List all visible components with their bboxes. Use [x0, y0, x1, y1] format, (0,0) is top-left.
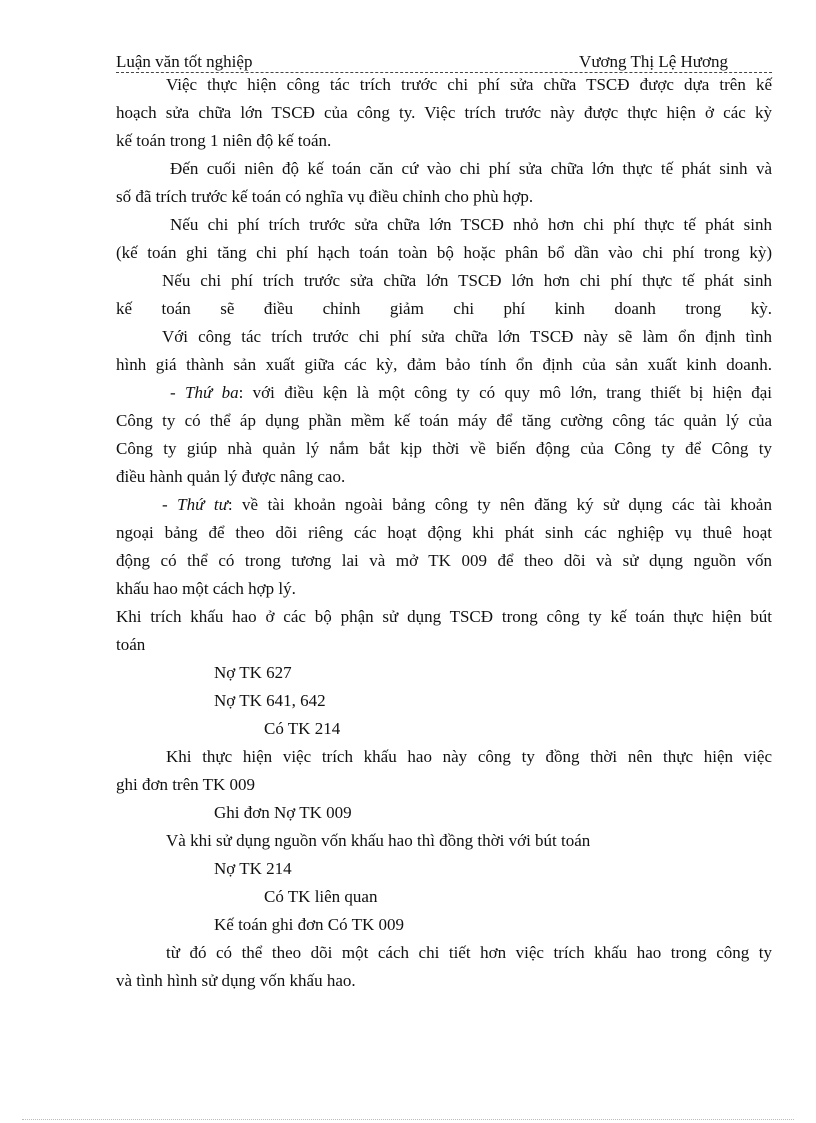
text-line: Khi thực hiện việc trích khấu hao này công ty đồng thời nên thực hiện việc: [166, 747, 772, 766]
page-header: [116, 50, 772, 73]
journal-entry: Có TK 214: [264, 719, 341, 738]
text-line: Và khi sử dụng nguồn vốn khấu hao thì đồng thời với bút toán: [166, 831, 591, 850]
text-line: khấu hao một cách hợp lý.: [116, 579, 296, 598]
text-line: Công ty giúp nhà quản lý nắm bắt kịp thời về biến động của Công ty để Công ty: [116, 439, 772, 458]
text-line: toán: [116, 635, 146, 654]
text-line: Nếu chi phí trích trước sửa chữa lớn TSCĐ lớn hơn chi phí thực tế phát sinh: [162, 271, 772, 290]
list-dash: -: [170, 383, 186, 402]
list-dash: -: [162, 495, 178, 514]
text-line: từ đó có thể theo dõi một cách chi tiết hơn việc trích khấu hao trong công ty: [166, 943, 772, 962]
text-line: kế toán trong 1 niên độ kế toán.: [116, 131, 332, 150]
item-label: Thứ tư: [177, 495, 228, 514]
text-line: Công ty có thể áp dụng phần mềm kế toán máy để tăng cường công tác quản lý của: [116, 411, 772, 430]
text-line: điều hành quản lý được nâng cao.: [116, 467, 346, 486]
text-line: ngoại bảng để theo dõi riêng các hoạt động khi phát sinh các nghiệp vụ thuê hoạt: [116, 523, 772, 542]
text-line: hoạch sửa chữa lớn TSCĐ của công ty. Việc trích trước này được thực hiện ở các kỳ: [116, 103, 772, 122]
page-footer-divider: [22, 1119, 794, 1120]
text-line: Nếu chi phí trích trước sửa chữa lớn TSCĐ nhỏ hơn chi phí thực tế phát sinh: [170, 215, 772, 234]
text-line: ghi đơn trên TK 009: [116, 775, 255, 794]
header-author: Vương Thị Lệ Hương: [579, 52, 728, 71]
journal-entry: Ghi đơn Nợ TK 009: [214, 803, 352, 822]
text-line: động có thể có trong tương lai và mở TK 009 để theo dõi và sử dụng nguồn vốn: [116, 551, 772, 570]
text-line: hình giá thành sản xuất giữa các kỳ, đảm bảo tính ổn định của sản xuất kinh doanh.: [116, 355, 772, 374]
text-line: Đến cuối niên độ kế toán căn cứ vào chi phí sửa chữa lớn thực tế phát sinh và: [170, 159, 772, 178]
journal-entry: Có TK liên quan: [264, 887, 378, 906]
header-title: Luận văn tốt nghiệp: [116, 52, 253, 71]
item-text: : với điều kện là một công ty có quy mô lớn, trang thiết bị hiện đại: [238, 383, 772, 402]
text-line: [170, 382, 772, 404]
journal-entry: Nợ TK 627: [214, 663, 292, 682]
text-line: [162, 494, 772, 516]
text-line: và tình hình sử dụng vốn khấu hao.: [116, 971, 356, 990]
journal-entry: Kế toán ghi đơn Có TK 009: [214, 915, 404, 934]
text-line: Việc thực hiện công tác trích trước chi phí sửa chữa TSCĐ được dựa trên kế: [166, 75, 772, 94]
item-text: : về tài khoản ngoài bảng công ty nên đăng ký sử dụng các tài khoản: [227, 495, 772, 514]
text-line: (kế toán ghi tăng chi phí hạch toán toàn bộ hoặc phân bổ dần vào chi phí trong kỳ): [116, 243, 772, 262]
text-line: Với công tác trích trước chi phí sửa chữa lớn TSCĐ này sẽ làm ổn định tình: [162, 327, 772, 346]
journal-entry: Nợ TK 214: [214, 859, 292, 878]
journal-entry: Nợ TK 641, 642: [214, 691, 326, 710]
text-line: kế toán sẽ điều chỉnh giảm chi phí kinh doanh trong kỳ.: [116, 299, 772, 318]
text-line: số đã trích trước kế toán có nghĩa vụ điều chỉnh cho phù hợp.: [116, 187, 534, 206]
text-line: Khi trích khấu hao ở các bộ phận sử dụng TSCĐ trong công ty kế toán thực hiện bút: [116, 607, 772, 626]
item-label: Thứ ba: [185, 383, 239, 402]
